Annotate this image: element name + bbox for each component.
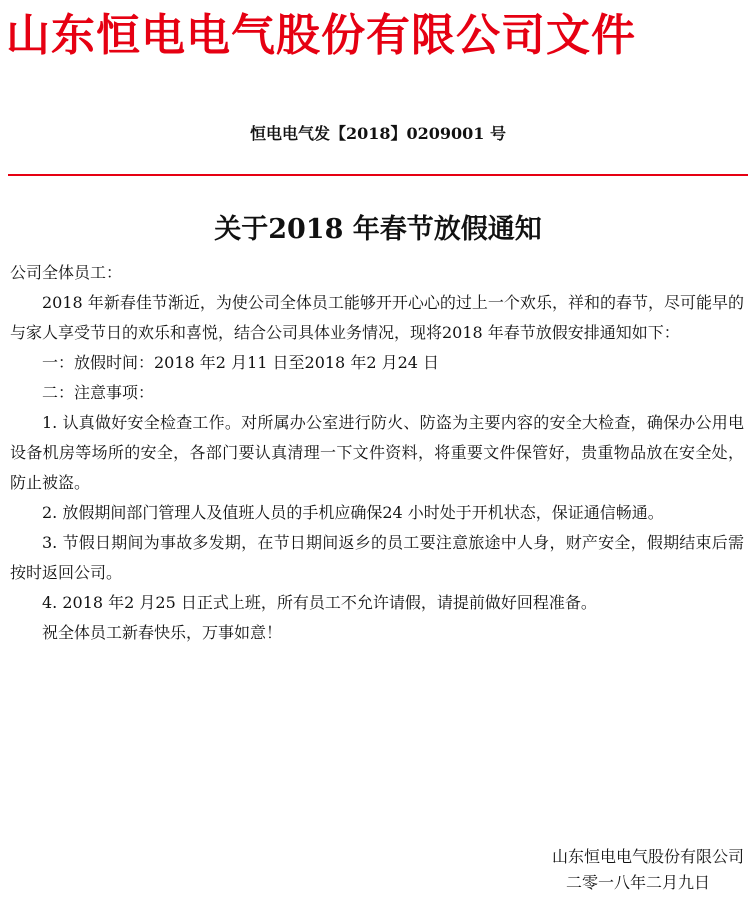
signature-organization: 山东恒电电气股份有限公司 [551, 847, 744, 866]
salutation: 公司全体员工： [10, 263, 123, 282]
header-divider [8, 174, 748, 176]
signature-date: 二零一八年二月九日 [565, 873, 710, 892]
notice-title: 关于2018 年春节放假通知 [214, 214, 542, 245]
notice-body [10, 258, 744, 648]
closing-greeting: 祝全体员工新春快乐，万事如意！ [42, 623, 283, 642]
notes-item-3: 3. 节假日期间为事故多发期，在节日期间返乡的员工要注意旅途中人身，财产安全，假期结束后需按时返回公司。 [10, 533, 744, 582]
masthead-title: 山东恒电电气股份有限公司文件 [6, 10, 636, 61]
notes-item-1: 1. 认真做好安全检查工作。对所属办公室进行防火、防盗为主要内容的安全大检查，确保办公用电设备机房等场所的安全，各部门要认真清理一下文件资料，将重要文件保管好，贵重物品放在安全处，防止被盗。 [10, 413, 744, 492]
notes-heading: 二：注意事项： [42, 383, 155, 402]
holiday-period: 一：放假时间：2018 年2 月11 日至2018 年2 月24 日 [42, 353, 440, 372]
notes-item-2: 2. 放假期间部门管理人及值班人员的手机应确保24 小时处于开机状态，保证通信畅通。 [42, 503, 664, 522]
document-number: 恒电电气发【2018】0209001 号 [249, 124, 507, 143]
notes-item-4: 4. 2018 年2 月25 日正式上班，所有员工不允许请假，请提前做好回程准备。 [42, 593, 597, 612]
intro-paragraph: 2018 年新春佳节渐近，为使公司全体员工能够开开心心的过上一个欢乐，祥和的春节，尽可能早的与家人享受节日的欢乐和喜悦，结合公司具体业务情况，现将2018 年春节放假安排通知如下： [10, 293, 744, 342]
